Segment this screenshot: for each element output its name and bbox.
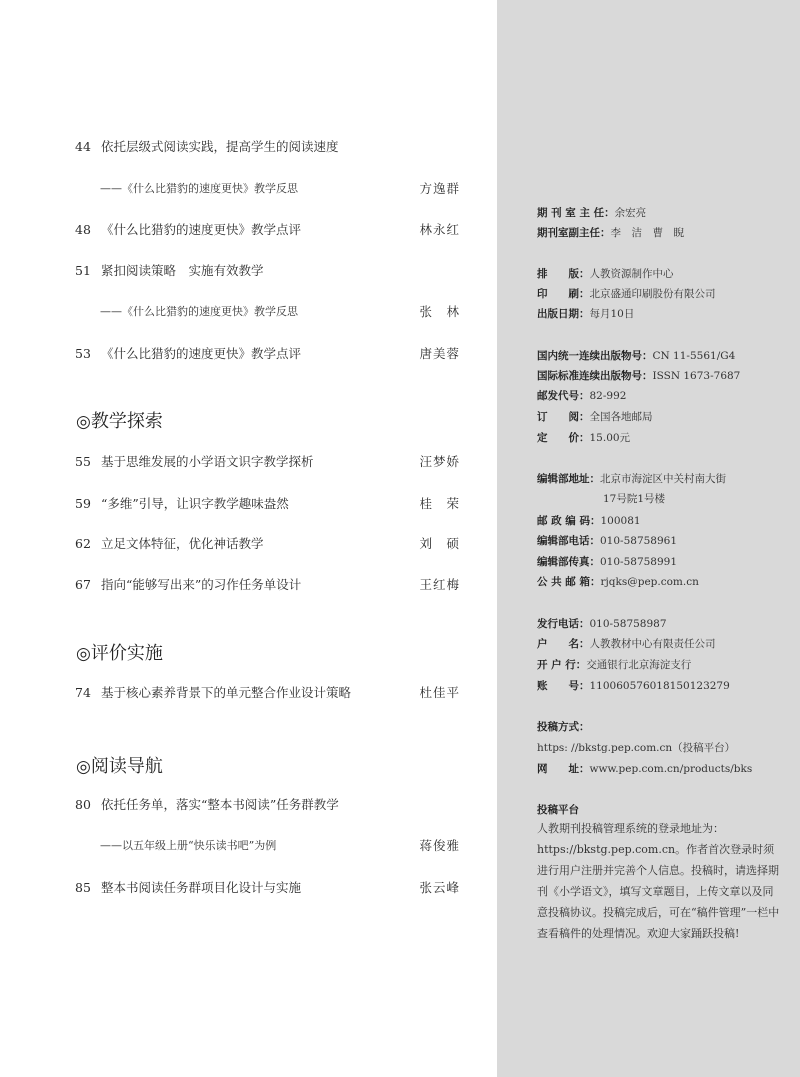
platform-title [537,803,579,817]
toc-entry[interactable] [75,495,460,513]
value: 交通银行北京海淀支行 [586,659,692,671]
value: 余宏亮 [614,207,647,219]
masthead-address-line2 [603,492,665,506]
masthead-account [537,679,730,693]
masthead-zip [537,514,641,528]
author: 刘 硕 [419,536,460,551]
value: ISSN 1673-7687 [652,370,741,382]
label: 国内统一连续出版物号： [537,350,653,362]
toc-entry[interactable] [75,221,460,239]
author: 张云峰 [419,880,460,895]
label: 邮 政 编 码： [537,515,601,527]
label: 开 户 行： [537,659,587,671]
page-number: 48 [75,222,91,237]
masthead-deputy [537,226,684,240]
toc-subtitle [100,838,460,854]
label: 定 价： [537,432,590,444]
entry-title: 基于核心素养背景下的单元整合作业设计策略 [101,685,352,700]
email-link[interactable]: rjqks@pep.com.cn [600,576,699,588]
masthead-submit-url[interactable] [537,741,735,755]
label: 订 阅： [537,411,590,423]
label: 编辑部电话： [537,535,600,547]
masthead-tel [537,534,677,548]
entry-title: 整本书阅读任务群项目化设计与实施 [101,880,302,895]
value: CN 11-5561/G4 [652,350,736,362]
masthead-issn [537,369,740,383]
page-number: 85 [75,880,91,895]
value: 010-58758987 [589,618,667,630]
section-title: 阅读导航 [90,756,163,777]
entry-title: 紧扣阅读策略 实施有效教学 [101,263,264,278]
masthead-subscribe [537,410,653,424]
label: 投稿平台 [537,804,579,816]
section-heading [76,410,163,434]
entry-title: “多维”引导，让识字教学趣味盎然 [101,496,289,511]
masthead-chief [537,206,646,220]
value: 每月10日 [589,308,635,320]
label: 出版日期： [537,308,590,320]
author: 王红梅 [419,577,460,592]
value: 全国各地邮局 [589,411,653,423]
page-number: 44 [75,139,91,154]
masthead-print [537,287,716,301]
submit-link[interactable]: https: //bkstg.pep.com.cn（投稿平台） [537,742,736,754]
value: 010-58758961 [600,535,678,547]
page-number: 59 [75,496,91,511]
label: 编辑部地址： [537,473,600,485]
entry-title: 指向“能够写出来”的习作任务单设计 [101,577,302,592]
value: 15.00元 [589,432,631,444]
subtitle-text: ——《什么比猎豹的速度更快》教学反思 [100,182,298,195]
value: 82-992 [589,390,627,402]
author: 桂 荣 [419,496,460,511]
website-link[interactable]: www.pep.com.cn/products/bks [589,763,753,775]
value: 110060576018150123279 [589,680,730,692]
value: 北京市海淀区中关村南大街 [600,473,726,485]
author: 张 林 [419,304,460,319]
label: 发行电话： [537,618,590,630]
section-heading [76,755,163,779]
value: 李 洁 曹 睨 [610,227,684,239]
circle-mark-icon: ◎ [76,644,91,664]
label: 编辑部传真： [537,556,600,568]
toc-entry[interactable] [75,262,460,280]
label: 账 号： [537,680,590,692]
masthead-submit-label [537,720,590,734]
label: 公 共 邮 箱： [537,576,601,588]
masthead-fax [537,555,677,569]
circle-mark-icon: ◎ [76,757,91,777]
label: 排 版： [537,268,590,280]
masthead-price [537,431,630,445]
section-title: 评价实施 [90,643,163,664]
value: 人教资源制作中心 [589,268,674,280]
entry-title: 依托任务单，落实“整本书阅读”任务群教学 [101,797,339,812]
entry-title: 《什么比猎豹的速度更快》教学点评 [101,346,302,361]
toc-entry[interactable] [75,684,460,702]
toc-entry[interactable] [75,345,460,363]
toc-entry[interactable] [75,535,460,553]
entry-title: 立足文体特征，优化神话教学 [101,536,264,551]
masthead-date [537,307,634,321]
masthead-post [537,389,626,403]
value: 010-58758991 [600,556,678,568]
page-number: 74 [75,685,91,700]
label: 期 刊 室 主 任： [537,207,615,219]
toc-entry[interactable] [75,453,460,471]
circle-mark-icon: ◎ [76,412,91,432]
masthead-bank [537,658,691,672]
author: 方逸群 [419,181,460,196]
author: 汪梦娇 [419,454,460,469]
page-number: 53 [75,346,91,361]
value: 北京盛通印刷股份有限公司 [589,288,716,300]
author: 林永红 [419,222,460,237]
subtitle-text: ——《什么比猎豹的速度更快》教学反思 [100,305,298,318]
toc-subtitle [100,181,460,197]
toc-entry[interactable] [75,879,460,897]
masthead-address [537,472,726,486]
page-number: 51 [75,263,91,278]
label: 邮发代号： [537,390,590,402]
label: 网 址： [537,763,590,775]
masthead-website[interactable] [537,762,752,776]
subtitle-text: ——以五年级上册“快乐读书吧”为例 [100,839,277,852]
masthead-account-name [537,637,716,651]
section-heading [76,642,163,666]
author: 唐美蓉 [419,346,460,361]
value: 人教教材中心有限责任公司 [589,638,716,650]
masthead-cn [537,349,735,363]
page-number: 62 [75,536,91,551]
toc-subtitle [100,304,460,320]
section-title: 教学探索 [90,411,163,432]
label: 户 名： [537,638,590,650]
label: 印 刷： [537,288,590,300]
author: 蒋俊雅 [419,838,460,853]
label: 国际标准连续出版物号： [537,370,653,382]
label: 投稿方式： [537,721,590,733]
entry-title: 依托层级式阅读实践，提高学生的阅读速度 [101,139,339,154]
toc-entry[interactable] [75,138,460,156]
value: 17号院1号楼 [603,493,666,505]
entry-title: 《什么比猎豹的速度更快》教学点评 [101,222,302,237]
author: 杜佳平 [419,685,460,700]
page-number: 67 [75,577,91,592]
page-number: 55 [75,454,91,469]
toc-entry[interactable] [75,796,460,814]
label: 期刊室副主任： [537,227,611,239]
platform-text: 人教期刊投稿管理系统的登录地址为：https://bkstg.pep.com.cn。作者首次登录时须进行用户注册并完善个人信息。投稿时，请选择期刊《小学语文》，填写文章题目，上传文章以及同意投稿协议。投稿完成后，可在“稿件管理”一栏中查看稿件的处理情况。欢迎大家踊跃投稿! [537,822,780,940]
page-number: 80 [75,797,91,812]
value: 100081 [600,515,641,527]
masthead-dist-tel [537,617,667,631]
masthead-layout [537,267,674,281]
entry-title: 基于思维发展的小学语文识字教学探析 [101,454,314,469]
toc-entry[interactable] [75,576,460,594]
masthead-email[interactable] [537,575,699,589]
